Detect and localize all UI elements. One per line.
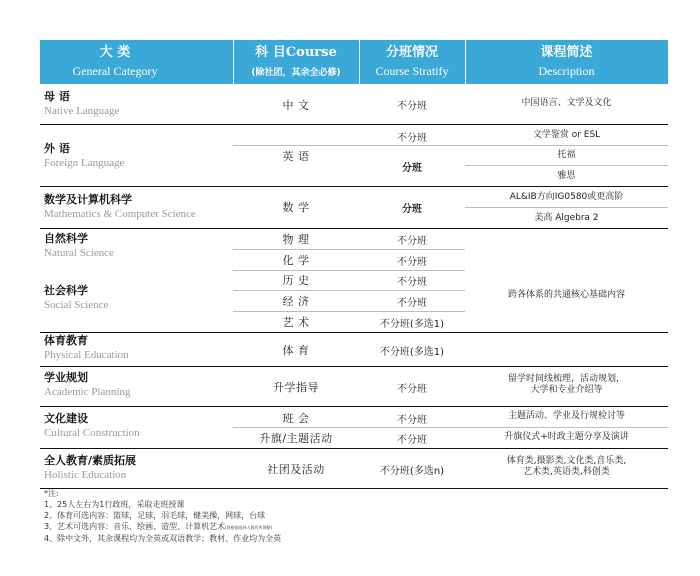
- header-category: 大 类 General Category: [72, 45, 158, 78]
- subject-history: 历 史: [282, 274, 310, 287]
- stratify-guidance: 不分班: [397, 384, 427, 395]
- stratify-chinese: 不分班: [397, 101, 427, 112]
- category-social-science: 社会科学 Social Science: [44, 284, 109, 311]
- desc-algebra: 美高 Algebra 2: [534, 213, 599, 223]
- category-foreign-language: 外 语 Foreign Language: [44, 142, 125, 169]
- stratify-history: 不分班: [397, 277, 427, 288]
- stratify-flag: 不分班: [397, 435, 427, 446]
- desc-flag: 升旗仪式+时政主题分享及演讲: [504, 432, 629, 442]
- stratify-class-meeting: 不分班: [397, 415, 427, 426]
- category-academic-planning: 学业规划 Academic Planning: [44, 371, 131, 398]
- subject-pe: 体 育: [282, 344, 310, 357]
- subject-arts: 艺 术: [282, 316, 310, 329]
- desc-al-ib: AL&IB方向IG0580或更高阶: [509, 192, 624, 202]
- category-physical-education: 体育教育 Physical Education: [44, 334, 129, 361]
- subject-chemistry: 化 学: [282, 254, 310, 267]
- stratify-chemistry: 不分班: [397, 257, 427, 268]
- stratify-math: 分班: [402, 204, 422, 215]
- note-3-small: (将根据选择人数有所调整): [225, 525, 273, 530]
- desc-chinese: 中国语言、文学及文化: [521, 98, 612, 108]
- desc-esl: 文学鉴赏 or ESL: [532, 130, 601, 140]
- note-1: 1、25人左右为1行政班，采取走班授课: [44, 500, 185, 509]
- desc-core: 跨各体系的共通核心基础内容: [507, 290, 625, 300]
- note-4: 4、除中文外，其余课程均为全英或双语教学；教材、作业均为全英: [44, 534, 282, 543]
- subject-chinese: 中 文: [282, 99, 310, 112]
- header-course: 科 目Course (除社团，其余全必修): [251, 45, 341, 78]
- subject-english: 英 语: [282, 150, 310, 163]
- stratify-physics: 不分班: [397, 236, 427, 247]
- subject-guidance: 升学指导: [273, 381, 319, 394]
- desc-clubs: 体育类,摄影类,文化类,音乐类, 艺术类,英语类,科创类: [506, 456, 627, 477]
- stratify-english-1: 不分班: [397, 133, 427, 144]
- desc-theme: 主题活动、学业及行规检讨等: [507, 411, 625, 421]
- stratify-english-2: 分班: [402, 163, 422, 174]
- subject-class-meeting: 班 会: [282, 412, 310, 425]
- subject-math: 数 学: [282, 201, 310, 214]
- subject-economics: 经 济: [282, 295, 310, 308]
- subject-flag: 升旗/主题活动: [259, 432, 333, 445]
- category-holistic-education: 全人教育/素质拓展 Holistic Education: [44, 454, 137, 481]
- note-title: *注:: [44, 489, 59, 498]
- stratify-arts: 不分班(多选1): [379, 319, 445, 330]
- header-stratify: 分班情况 Course Stratify: [375, 45, 449, 78]
- category-cultural-construction: 文化建设 Cultural Construction: [44, 412, 140, 439]
- desc-ielts: 雅思: [557, 171, 576, 181]
- category-math-cs: 数学及计算机科学 Mathematics & Computer Science: [44, 193, 196, 220]
- note-2: 2、体育可选内容：篮球，足球，羽毛球，健美操，网球，台球: [44, 511, 266, 520]
- category-natural-science: 自然科学 Natural Science: [44, 232, 114, 259]
- header-description: 课程简述 Description: [538, 45, 595, 78]
- stratify-economics: 不分班: [397, 298, 427, 309]
- subject-clubs: 社团及活动: [267, 463, 325, 476]
- stratify-clubs: 不分班(多选n): [379, 466, 445, 477]
- subject-physics: 物 理: [282, 233, 310, 246]
- footnotes: [44, 488, 664, 544]
- desc-toefl: 托福: [557, 150, 576, 160]
- stratify-pe: 不分班(多选1): [379, 347, 445, 358]
- note-3: 3、艺术可选内容：音乐、绘画、造型、计算机艺术(将根据选择人数有所调整): [44, 522, 273, 531]
- desc-planning: 留学时间线梳理，活动规划， 大学和专业介绍等: [507, 374, 625, 395]
- category-native-language: 母 语 Native Language: [44, 90, 120, 117]
